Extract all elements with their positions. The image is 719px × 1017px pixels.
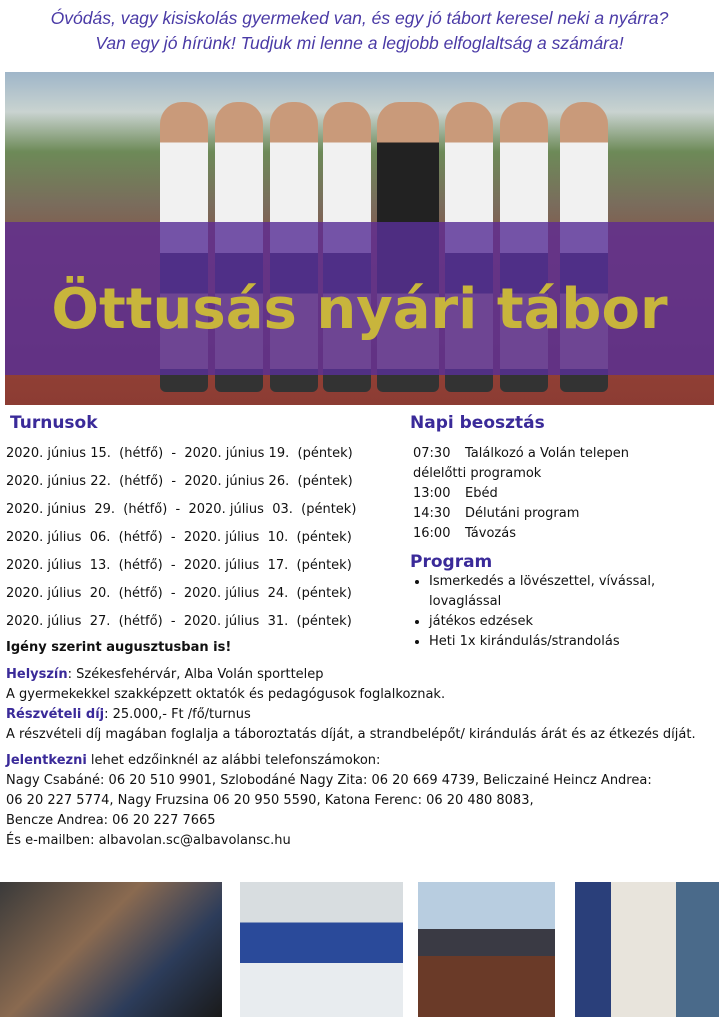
horse-riding-photo [418, 882, 555, 1017]
turnus-row: 2020. július 13. (hétfő) - 2020. július 17. (péntek) [6, 558, 352, 573]
schedule-item: délelőtti programok [413, 466, 542, 481]
dij-label: Részvételi díj [6, 707, 105, 722]
intro-text [0, 6, 719, 56]
turnusok-heading: Turnusok [10, 413, 98, 433]
helyszin-label: Helyszín [6, 667, 68, 682]
program-heading: Program [410, 552, 493, 572]
fencing-photo [240, 882, 403, 1017]
shooting-photo [0, 882, 222, 1017]
schedule-item: 14:30 Délutáni program [413, 506, 580, 521]
schedule-item: 07:30 Találkozó a Volán telepen [413, 446, 629, 461]
jelentkezni-text: lehet edzőinknél az alábbi telefonszámokon: [86, 753, 381, 768]
hero-photo [5, 72, 714, 405]
helyszin-value: : Székesfehérvár, Alba Volán sporttelep [67, 667, 324, 682]
turnus-row: 2020. július 20. (hétfő) - 2020. július 24. (péntek) [6, 586, 352, 601]
program-item: • Heti 1x kirándulás/strandolás [429, 632, 699, 652]
schedule-item: 16:00 Távozás [413, 526, 516, 541]
fencing-target-photo [575, 882, 719, 1017]
turnus-row: 2020. június 22. (hétfő) - 2020. június 26. (péntek) [6, 474, 353, 489]
program-item: • Ismerkedés a lövészettel, vívással, lovaglással [429, 572, 699, 612]
intro-line-2: Van egy jó hírünk! Tudjuk mi lenne a legjobb elfoglaltság a számára! [95, 33, 624, 53]
intro-line-1: Óvódás, vagy kisiskolás gyermeked van, és egy jó tábort keresel neki a nyárra? [50, 8, 669, 28]
contacts-line: Nagy Csabáné: 06 20 510 9901, Szlobodáné Nagy Zita: 06 20 669 4739, Beliczainé Heincz Andrea: [6, 773, 652, 788]
napi-heading: Napi beosztás [410, 413, 545, 433]
email-line: És e-mailben: albavolan.sc@albavolansc.hu [6, 833, 291, 848]
turnus-row: 2020. július 06. (hétfő) - 2020. július 10. (péntek) [6, 530, 352, 545]
august-note: Igény szerint augusztusban is! [6, 640, 232, 655]
info-section [6, 665, 716, 851]
schedule-item: 13:00 Ebéd [413, 486, 498, 501]
dij-description: A részvételi díj magában foglalja a táboroztatás díját, a strandbelépőt/ kirándulás árát és az étkezés díját. [6, 727, 696, 742]
dij-value: : 25.000,- Ft /fő/turnus [104, 707, 251, 722]
oktatok-text: A gyermekekkel szakképzett oktatók és pedagógusok foglalkoznak. [6, 687, 446, 702]
jelentkezni-label: Jelentkezni [6, 753, 87, 768]
contacts-line: 06 20 227 5774, Nagy Fruzsina 06 20 950 5590, Katona Ferenc: 06 20 480 8083, [6, 793, 534, 808]
turnus-row: 2020. június 15. (hétfő) - 2020. június 19. (péntek) [6, 446, 353, 461]
contacts-line: Bencze Andrea: 06 20 227 7665 [6, 813, 216, 828]
hero-title: Öttusás nyári tábor [51, 277, 668, 342]
turnus-row: 2020. június 29. (hétfő) - 2020. július 03. (péntek) [6, 502, 357, 517]
program-list [413, 572, 699, 652]
daily-schedule [413, 444, 629, 544]
program-item: • játékos edzések [429, 612, 699, 632]
turnus-row: 2020. július 27. (hétfő) - 2020. július 31. (péntek) [6, 614, 352, 629]
